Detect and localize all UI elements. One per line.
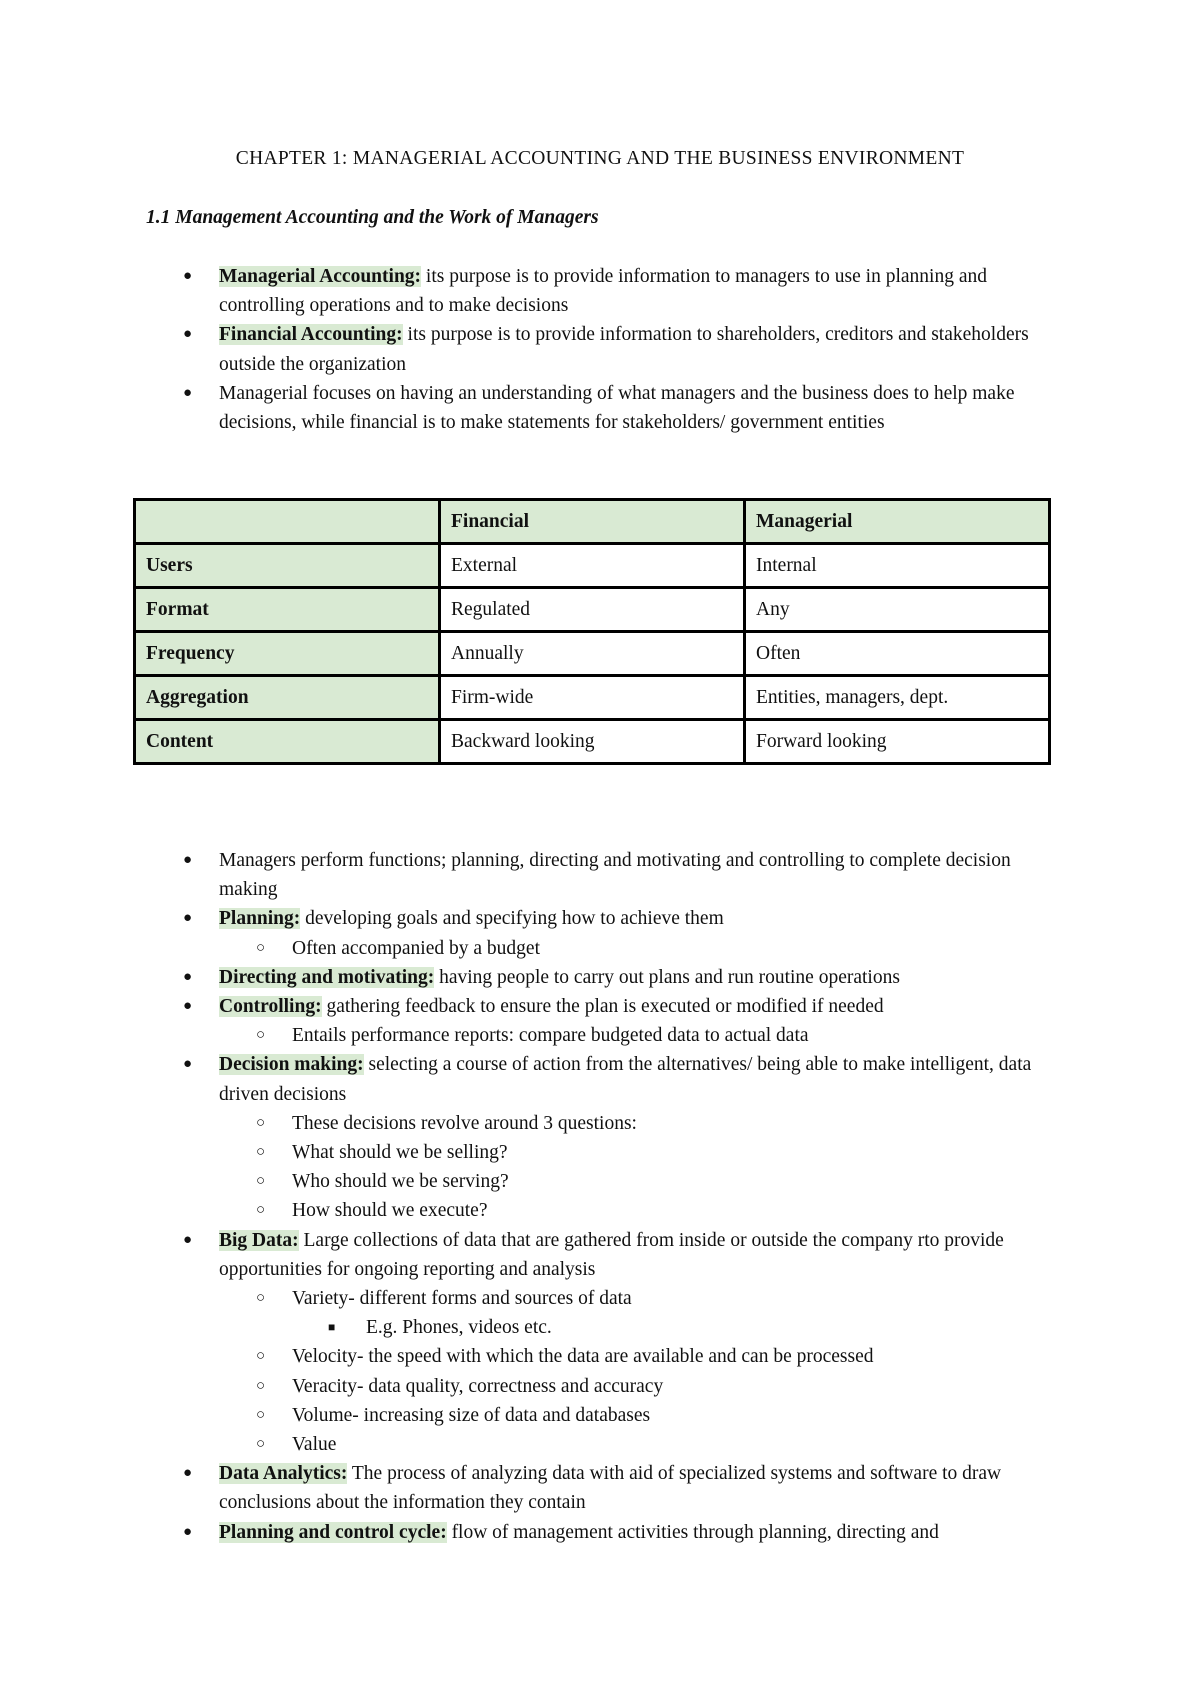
sub-list-item (0, 1342, 1200, 1371)
table-header-row (135, 500, 1050, 544)
term-label: Directing and motivating: (219, 966, 435, 988)
bullet-dot-icon: ● (183, 852, 193, 868)
list-item (0, 1459, 1200, 1517)
list-item-text: How should we execute? (292, 1200, 488, 1222)
term-label: Big Data: (219, 1229, 299, 1251)
sub-list-item (0, 1284, 1200, 1313)
sub-list-item (0, 1109, 1200, 1138)
bullet-circle-icon: ○ (256, 1114, 266, 1131)
table-cell: External (440, 544, 745, 588)
bullet-dot-icon: ● (183, 998, 193, 1015)
list-item (0, 846, 1200, 904)
bullet-circle-icon: ○ (256, 1377, 266, 1394)
sub-list-item (0, 1138, 1200, 1167)
list-item-text: Value (292, 1434, 337, 1456)
list-item-text: Entails performance reports: compare budgeted data to actual data (292, 1025, 809, 1047)
bullet-dot-icon: ● (183, 384, 193, 401)
table-header-cell (135, 500, 440, 544)
term-description: Large collections of data that are gathered from inside or outside the company rto provide opportunities for ongoing reporting and analysis (219, 1229, 1004, 1280)
bullet-dot-icon: ● (183, 1231, 193, 1248)
bullet-circle-icon: ○ (256, 1202, 266, 1219)
bullet-dot-icon: ● (183, 910, 193, 927)
table-cell: Forward looking (745, 720, 1050, 764)
list-item-text: Who should we be serving? (292, 1171, 509, 1193)
term-description: developing goals and specifying how to achieve them (300, 908, 724, 930)
row-label-cell: Frequency (135, 632, 440, 676)
table-cell: Internal (745, 544, 1050, 588)
chapter-title: CHAPTER 1: MANAGERIAL ACCOUNTING AND THE BUSINESS ENVIRONMENT (235, 148, 965, 169)
table-row (135, 632, 1050, 676)
row-label-cell: Content (135, 720, 440, 764)
bullet-square-icon: ■ (328, 1320, 336, 1335)
term-label: Controlling: (219, 996, 322, 1018)
sub-list-item (0, 934, 1200, 963)
table-row (135, 676, 1050, 720)
list-item-text: Variety- different forms and sources of data (292, 1288, 632, 1310)
term-label: Data Analytics: (219, 1463, 348, 1485)
list-item-text: What should we be selling? (292, 1142, 508, 1164)
sub-list-item (0, 1401, 1200, 1430)
bullet-dot-icon: ● (183, 326, 193, 343)
term-description: The process of analyzing data with aid of specialized systems and software to draw conclusions about the information they contain (219, 1463, 1002, 1514)
list-item (0, 963, 1200, 992)
table-row (135, 720, 1050, 764)
list-item (0, 992, 1200, 1021)
term-label: Planning and control cycle: (219, 1521, 447, 1543)
table-cell: Regulated (440, 588, 745, 632)
term-description: its purpose is to provide information to managers to use in planning and controlling operations and to make decisions (219, 266, 987, 317)
list-item (0, 320, 1200, 378)
section-heading: 1.1 Management Accounting and the Work of Managers (146, 207, 599, 228)
bullet-circle-icon: ○ (256, 939, 266, 956)
term-description: selecting a course of action from the alternatives/ being able to make intelligent, data driven decisions (219, 1054, 1032, 1105)
financial-vs-managerial-table (133, 498, 1051, 765)
sub-list-item (0, 1167, 1200, 1196)
list-item (0, 1050, 1200, 1108)
sub-list-item (0, 1372, 1200, 1401)
bullet-circle-icon: ○ (256, 1348, 266, 1365)
table-row (135, 588, 1050, 632)
list-item (0, 1518, 1200, 1547)
bullet-circle-icon: ○ (256, 1436, 266, 1453)
term-description: flow of management activities through planning, directing and (446, 1521, 939, 1543)
bullet-dot-icon: ● (183, 268, 193, 284)
row-label-cell: Format (135, 588, 440, 632)
term-label: Decision making: (219, 1054, 364, 1076)
list-item-text: Often accompanied by a budget (292, 937, 540, 959)
term-description: having people to carry out plans and run routine operations (434, 966, 900, 988)
row-label-cell: Users (135, 544, 440, 588)
functions-bullet-list (0, 846, 1200, 1547)
table-header-cell: Managerial (745, 500, 1050, 544)
term-description: its purpose is to provide information to shareholders, creditors and stakeholders outside the organization (219, 324, 1029, 375)
term-label: Financial Accounting: (219, 324, 403, 346)
table-cell: Often (745, 632, 1050, 676)
row-label-cell: Aggregation (135, 676, 440, 720)
bullet-circle-icon: ○ (256, 1173, 266, 1190)
term-label: Planning: (219, 908, 301, 930)
sub-list-item (0, 1021, 1200, 1050)
bullet-circle-icon: ○ (256, 1027, 266, 1044)
sub-list-item (0, 1196, 1200, 1225)
list-item (0, 1226, 1200, 1284)
bullet-circle-icon: ○ (256, 1290, 266, 1307)
table-cell: Any (745, 588, 1050, 632)
list-item-text: Veracity- data quality, correctness and accuracy (292, 1375, 664, 1397)
table-cell: Firm-wide (440, 676, 745, 720)
term-label: Managerial Accounting: (219, 266, 422, 287)
list-item-text: Managers perform functions; planning, directing and motivating and controlling to complete decision making (219, 850, 1011, 901)
bullet-dot-icon: ● (183, 1523, 193, 1540)
table-cell: Entities, managers, dept. (745, 676, 1050, 720)
bullet-circle-icon: ○ (256, 1406, 266, 1423)
list-item-text: Volume- increasing size of data and databases (292, 1404, 651, 1426)
bullet-dot-icon: ● (183, 1056, 193, 1073)
list-item-text: These decisions revolve around 3 questions: (292, 1112, 637, 1134)
sub-list-item (0, 1430, 1200, 1459)
table-header-cell: Financial (440, 500, 745, 544)
list-item (0, 904, 1200, 933)
list-item-text: Managerial focuses on having an understanding of what managers and the business does to help make decisions, while financial is to make statements for stakeholders/ government entities (219, 382, 1015, 434)
bullet-dot-icon: ● (183, 1465, 193, 1482)
list-item-text: E.g. Phones, videos etc. (366, 1317, 552, 1339)
table-cell: Backward looking (440, 720, 745, 764)
list-item-text: Velocity- the speed with which the data are available and can be processed (292, 1346, 874, 1368)
term-description: gathering feedback to ensure the plan is executed or modified if needed (321, 996, 884, 1018)
list-item (0, 379, 1200, 437)
table-row (135, 544, 1050, 588)
sub-sub-list-item (0, 1313, 1200, 1342)
intro-bullet-list (0, 262, 1200, 437)
table-cell: Annually (440, 632, 745, 676)
bullet-circle-icon: ○ (256, 1144, 266, 1161)
list-item (0, 262, 1200, 320)
bullet-dot-icon: ● (183, 968, 193, 985)
